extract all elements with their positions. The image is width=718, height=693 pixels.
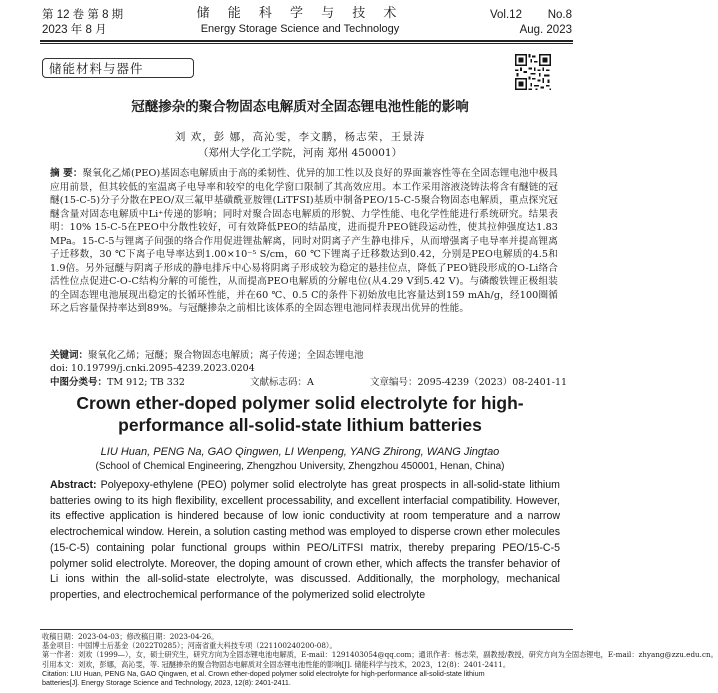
header-date-cn: 2023 年 8 月	[42, 24, 107, 36]
authors-cn: 刘 欢，彭 娜，高沁雯，李文鹏，杨志荣，王景涛	[174, 131, 426, 143]
abstract-cn-label: 摘 要：	[50, 168, 83, 179]
footnote-cite-en-cont: batteries[J]. Energy Storage Science and Technology, 2023, 12(8): 2401-2411.	[42, 678, 291, 688]
footnotes	[42, 632, 718, 688]
abstract-en-label: Abstract:	[50, 479, 97, 491]
abstract-en-text: Polyepoxy-ethylene (PEO) polymer solid electrolyte has great prospects in all-solid-state lithium batteries owing to its high flexibility, excellent processability, and excellent interfacial compatibility. However, its effective application is hindered because of low ionic conductivity at room temperature and a narrow electrochemical window. Herein, a solution casting method was employed to disperse crown ether molecules (15-C-5) containing polar functional groups within PEO/LiTFSI matrix, thereby preparing PEO/15-C-5 polymer solid electrolyte. Moreover, the doping amount of crown ether, which affects the transfer behavior of Li ions within the all-solid-state electrolyte, was discussed. Additionally, the morphology, mechanical properties, and electrochemical performance of the polymerized solid electrolyte	[50, 479, 560, 601]
header-volume-block	[42, 8, 123, 38]
footnote-cite-en: Citation: LIU Huan, PENG Na, GAO Qingwen, et al. Crown ether-doped polymer solid electrolyte for high-performance all-solid-state lithium	[42, 668, 485, 678]
doc-code-label: 文献标志码：	[250, 377, 308, 388]
header-issue-block	[490, 8, 572, 38]
header-vol-en: Vol.12	[490, 9, 522, 21]
article-no-label: 文章编号：	[370, 377, 418, 388]
keywords-label: 关键词：	[50, 350, 89, 361]
abstract-cn-text: 聚氧化乙烯(PEO)基固态电解质由于高的柔韧性、优异的加工性以及良好的界面兼容性等在全固态锂电池中极具应用前景，但其较低的室温离子电导率和较窄的电化学窗口限制了其高效应用。本工作采用溶液浇铸法将含有醚链的冠醚(15-C-5)分子分散在PEO/双三氟甲基磺酰亚胺锂(LiTFSI)基质中制备PEO/15-C-5聚合物固态电解质，重点探究冠醚含量对固态电解质中Li⁺传递的影响；同时对聚合固态电解质的形貌、力学性能、电化学性能进行系统研究。结果表明：10% 15-C-5在PEO中分散性较好，可有效降低PEO的结晶度，进而提升PEO链段运动性，使其拉伸强度达1.83 MPa。15-C-5与锂离子间强的络合作用促进锂盐解离，同时对阴离子产生静电排斥，从而增强离子电导率并提高锂离子迁移数，30 ℃下离子电导率达到1.00×10⁻⁵ S/cm，60 ℃下锂离子迁移数达到0.42，分别是PEO电解质的4.5和1.9倍。另外冠醚与阴离子形成的静电排斥中心易将阴离子形成较为稳定的悬挂位点，降低了PEO链段形成的O-Li络合活性位点促进C-O-C结构分解的可能性，从而提高PEO电解质的分解电位(从4.29 V到5.42 V)。与磷酸铁锂正极组装的全固态锂电池展现出稳定的长循环性能，并在60 ℃、0.5 C的条件下初始放电比容量达到159 mAh/g，经100圈循环之后容量保持率达到89%。与冠醚掺杂之前相比该体系的全固态锂电池同样表现出优异的性能。	[50, 168, 558, 314]
qr-code-icon	[515, 54, 551, 90]
header-rule-thick	[40, 40, 573, 42]
footnote-received: 收稿日期：2023-04-03；修改稿日期：2023-04-26。	[42, 632, 219, 641]
journal-name-cn: 储 能 科 学 与 技 术	[196, 6, 404, 21]
header-no-en: No.8	[547, 9, 572, 21]
footnote-cite-cn: 引用本文：刘欢，彭娜，高沁雯，等. 冠醚掺杂的聚合物固态电解质对全固态锂电池性能的影响[J]. 储能科学与技术，2023，12(8)：2401-2411。	[42, 659, 511, 669]
clc-label: 中图分类号：	[50, 377, 108, 388]
header-rule-thin	[40, 43, 573, 44]
keywords-doi-block	[50, 350, 560, 375]
header-volume-cn: 第 12 卷 第 8 期	[42, 9, 124, 21]
section-tag	[42, 58, 194, 78]
article-no-value: 2095-4239（2023）08-2401-11	[417, 377, 568, 388]
abstract-en	[50, 478, 560, 604]
footnote-author: 第一作者：刘欢（1999—），女，硕士研究生，研究方向为全固态锂电池电解质，E-mail：1291403054@qq.com；通讯作者：杨志荣，副教授/教授，研究方向为全固态锂电，E-mail：zhyang@zzu.edu.cn。	[42, 650, 718, 660]
footnote-funding: 基金项目：中国博士后基金（2022T0285）；河南省重大科技专项（221100240200-08）。	[42, 641, 337, 651]
section-tag-label: 储能材料与器件	[49, 61, 144, 76]
header-date-en: Aug. 2023	[519, 24, 572, 36]
doi: doi: 10.19799/j.cnki.2095-4239.2023.0204	[50, 362, 255, 374]
doc-code-value: A	[307, 377, 314, 388]
abstract-cn	[50, 167, 558, 316]
affiliation-en: (School of Chemical Engineering, Zhengzhou University, Zhengzhou 450001, Henan, China)	[95, 461, 505, 472]
paper-title-en: Crown ether-doped polymer solid electrolyte for high-performance all-solid-state lithium batteries	[76, 393, 524, 435]
paper-title-cn: 冠醚掺杂的聚合物固态电解质对全固态锂电池性能的影响	[131, 99, 469, 115]
header-journal-block	[170, 6, 430, 37]
clc-value: TM 912; TB 332	[107, 377, 185, 388]
affiliation-cn: （郑州大学化工学院，河南 郑州 450001）	[197, 147, 403, 159]
keywords-cn: 聚氧化乙烯；冠醚；聚合物固态电解质；离子传递；全固态锂电池	[88, 350, 364, 361]
journal-name-en: Energy Storage Science and Technology	[200, 23, 400, 35]
authors-en: LIU Huan, PENG Na, GAO Qingwen, LI Wenpeng, YANG Zhirong, WANG Jingtao	[100, 446, 500, 458]
footnote-rule	[40, 629, 573, 630]
